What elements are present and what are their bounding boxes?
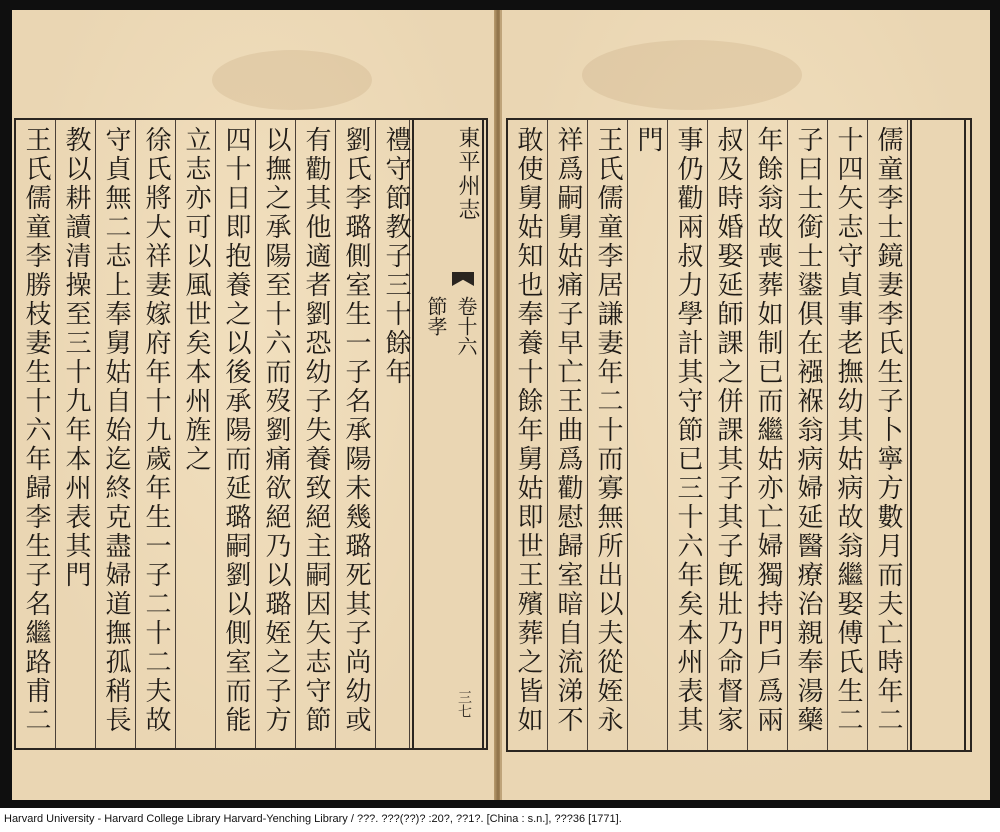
column-text: 叔及時婚娶延師課之併課其子其子旣壯乃命督家 — [713, 126, 743, 735]
text-column — [376, 120, 410, 748]
juan-marker: 卷十六 — [454, 296, 478, 356]
column-text: 徐氏將大祥妻嫁府年十九歲年生一子二十二夫故 — [141, 126, 171, 735]
fishtail-mark — [452, 272, 474, 286]
right-text-frame — [506, 118, 972, 752]
column-text: 子曰士銜士鍙俱在襁褓翁病婦延醫療治親奉湯藥 — [793, 126, 823, 735]
column-text: 王氏儒童李勝枝妻生十六年歸李生子名繼路甫二 — [21, 126, 51, 735]
paper-stain — [582, 40, 802, 110]
column-text: 守貞無二志上奉舅姑自始迄終克盡婦道撫孤稍長 — [101, 126, 131, 735]
text-column — [256, 120, 296, 748]
left-text-frame — [14, 118, 488, 750]
text-column — [708, 120, 748, 750]
column-text: 教以耕讀清操至三十九年本州表其門 — [61, 126, 91, 590]
column-text: 有勸其他適者劉恐幼子失養致絕主嗣因矢志守節 — [301, 126, 331, 735]
column-text: 敢使舅姑知也奉養十餘年舅姑即世王殯葬之皆如 — [513, 126, 543, 735]
column-text: 十四矢志守貞事老撫幼其姑病故翁繼娶傅氏生二 — [833, 126, 863, 735]
paper-stain — [212, 50, 372, 110]
column-text: 事仍勸兩叔力學計其守節已三十六年矣本州表其 — [673, 126, 703, 735]
text-column — [56, 120, 96, 748]
text-column — [788, 120, 828, 750]
column-text: 以撫之承陽至十六而歿劉痛欲絕乃以璐姪之子方 — [261, 126, 291, 735]
text-column — [628, 120, 668, 750]
column-text: 門 — [633, 126, 663, 155]
margin-strip-right — [910, 120, 966, 750]
margin-strip — [412, 120, 484, 748]
column-text: 年餘翁故喪葬如制已而繼姑亦亡婦獨持門戶爲兩 — [753, 126, 783, 735]
text-column — [668, 120, 708, 750]
text-column — [508, 120, 548, 750]
text-column — [216, 120, 256, 748]
citation-footer — [0, 808, 1000, 832]
text-column — [828, 120, 868, 750]
column-text: 立志亦可以風世矣本州旌之 — [181, 126, 211, 474]
text-column — [548, 120, 588, 750]
column-text: 王氏儒童李居謙妻年二十而寡無所出以夫從姪永 — [593, 126, 623, 735]
column-text: 祥爲嗣舅姑痛子早亡王曲爲勸慰歸室暗自流涕不 — [553, 126, 583, 735]
text-column — [96, 120, 136, 748]
citation-text: Harvard University - Harvard College Library Harvard-Yenching Library / ???. ???(??)? :20?, ??1?. [China : s.n.], ???36 [1771]. — [4, 813, 622, 825]
text-column — [136, 120, 176, 748]
text-column — [748, 120, 788, 750]
book-title: 東平州志 — [455, 126, 480, 222]
section-label: 節孝 — [424, 296, 448, 336]
column-text: 劉氏李璐側室生一子名承陽未幾璐死其子尚幼或 — [341, 126, 371, 735]
text-column — [588, 120, 628, 750]
column-text: 禮守節教子三十餘年 — [381, 126, 411, 387]
text-column — [336, 120, 376, 748]
text-column — [868, 120, 908, 750]
text-column — [296, 120, 336, 748]
text-column — [176, 120, 216, 748]
column-text: 儒童李士鏡妻李氏生子卜寧方數月而夫亡時年二 — [873, 126, 903, 735]
folio-number: 三七 — [456, 690, 472, 718]
column-text: 四十日即抱養之以後承陽而延璐嗣劉以側室而能 — [221, 126, 251, 735]
text-column — [16, 120, 56, 748]
